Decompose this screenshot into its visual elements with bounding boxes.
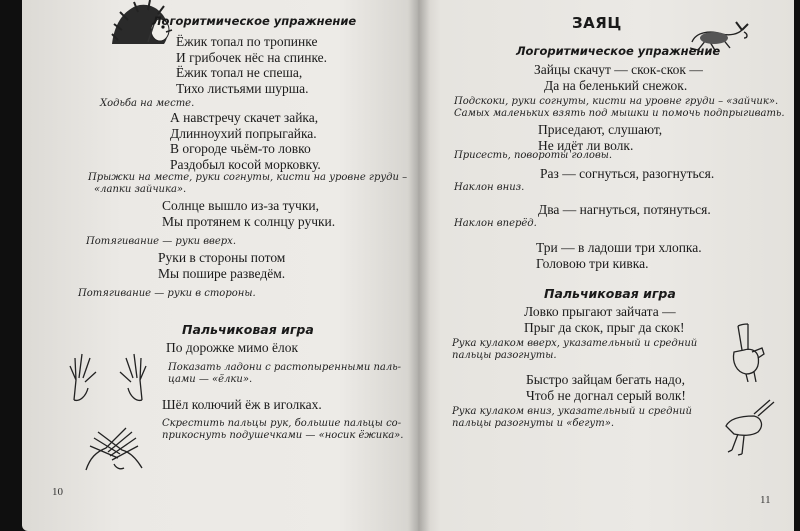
poem-line: Тихо листьями шурша. — [176, 80, 309, 96]
poem-line: Раздобыл косой морковку. — [170, 156, 321, 172]
poem-line: Мы пошире разведём. — [158, 265, 286, 281]
poem-line: Ловко прыгают зайчата — — [524, 304, 676, 319]
instruction-palms — [168, 362, 401, 385]
finger-game-heading: Пальчиковая игра — [544, 286, 676, 301]
instruction-fist-up — [452, 338, 697, 361]
poem-line: Три — в ладоши три хлопка. — [536, 240, 702, 255]
poem-line: Раз — согнуться, разогнуться. — [540, 166, 715, 181]
instruction-line: Наклон вниз. — [454, 182, 525, 193]
stanza-squat — [538, 122, 662, 153]
poem-line: Руки в стороны потом — [158, 250, 286, 265]
poem-line: Головою три кивка. — [536, 255, 649, 271]
exercise-heading: Логоритмическое упражнение — [516, 44, 721, 58]
stanza-prickly — [162, 397, 322, 413]
page-title: ЗАЯЦ — [572, 14, 622, 32]
instruction-line: Потягивание — руки вверх. — [86, 236, 236, 247]
instruction-nose — [162, 418, 403, 441]
poem-line: Мы протянем к солнцу ручки. — [162, 213, 336, 229]
stanza-sun — [162, 198, 335, 229]
stanza-hedgehog — [176, 34, 327, 96]
running-fingers-hand-illustration — [718, 398, 778, 456]
instruction-line: Ходьба на месте. — [100, 98, 195, 109]
poem-line: И грибочек нёс на спинке. — [176, 49, 328, 65]
stanza-arms — [158, 250, 285, 281]
poem-line: Прыг да скок, прыг да скок! — [524, 319, 685, 335]
instruction-line: Прыжки на месте, руки согнуты, кисти на уровне груди – — [88, 172, 408, 183]
poem-line: А навстречу скачет зайка, — [170, 110, 319, 125]
left-page — [22, 0, 418, 531]
stanza-two — [538, 202, 711, 218]
poem-line: Да на беленький снежок. — [544, 77, 688, 93]
instruction-line: Самых маленьких взять под мышки и помочь подпрыгивать. — [454, 107, 785, 119]
instruction-line: Потягивание — руки в стороны. — [78, 288, 256, 299]
instruction-line: пальцы разогнуты. — [452, 349, 557, 361]
poem-line: Зайцы скачут — скок-скок — — [534, 62, 703, 77]
instruction-line: прикоснуть подушечками — «носик ёжика». — [162, 429, 404, 441]
poem-line: Два — нагнуться, потянуться. — [538, 202, 711, 217]
instruction-line: Показать ладони с растопыренными паль- — [168, 362, 402, 373]
stanza-path — [166, 340, 298, 356]
stanza-three — [536, 240, 702, 271]
instruction-bend-down — [454, 182, 524, 194]
instruction-line: Присесть, повороты головы. — [454, 150, 613, 161]
poem-line: Солнце вышло из-за тучки, — [162, 198, 320, 213]
instruction-hops — [454, 96, 785, 119]
stanza-run — [526, 372, 686, 403]
instruction-line: пальцы разогнуты и «бегут». — [452, 417, 614, 429]
poem-line: Ёжик топал не спеша, — [176, 65, 303, 80]
instruction-line: Рука кулаком вниз, указательный и средний — [452, 406, 692, 417]
page-number: 10 — [52, 486, 63, 498]
instruction-stretch-sides — [78, 288, 256, 300]
poem-line: Ёжик топал по тропинке — [176, 34, 318, 49]
poem-line: Приседают, слушают, — [538, 122, 663, 137]
instruction-walking — [100, 98, 194, 110]
bunny-hand-up-illustration — [724, 322, 770, 382]
stanza-hare — [170, 110, 321, 172]
poem-line: Быстро зайцам бегать надо, — [526, 372, 685, 387]
spread-hands-illustration — [66, 350, 150, 402]
instruction-bend-forward — [454, 218, 537, 230]
instruction-line: Наклон вперёд. — [454, 218, 537, 229]
instruction-stretch-up — [86, 236, 236, 248]
poem-line: Длинноухий попрыгайка. — [170, 125, 317, 141]
poem-line: По дорожке мимо ёлок — [166, 340, 299, 355]
finger-game-heading: Пальчиковая игра — [182, 322, 314, 337]
instruction-line: цами — «ёлки». — [168, 373, 253, 385]
page-number: 11 — [760, 494, 771, 506]
right-page — [418, 0, 794, 531]
stanza-one — [540, 166, 714, 182]
instruction-squat — [454, 150, 612, 162]
poem-line: Шёл колючий ёж в иголках. — [162, 397, 322, 412]
instruction-fist-down — [452, 406, 692, 429]
instruction-line: Подскоки, руки согнуты, кисти на уровне груди – «зайчик». — [454, 96, 779, 107]
instruction-line: «лапки зайчика». — [94, 183, 187, 195]
stanza-hares-jump — [534, 62, 703, 93]
poem-line: В огороде чьём-то ловко — [170, 141, 311, 156]
crossed-hands-illustration — [76, 418, 152, 474]
instruction-line: Рука кулаком вверх, указательный и средний — [452, 338, 698, 349]
poem-line: Чтоб не догнал серый волк! — [526, 387, 686, 403]
exercise-heading: Логоритмическое упражнение — [152, 14, 357, 28]
instruction-line: Скрестить пальцы рук, большие пальцы со- — [162, 418, 402, 429]
poem-line: Не идёт ли волк. — [538, 137, 634, 153]
instruction-jumps — [88, 172, 407, 195]
stanza-bunnies — [524, 304, 685, 335]
